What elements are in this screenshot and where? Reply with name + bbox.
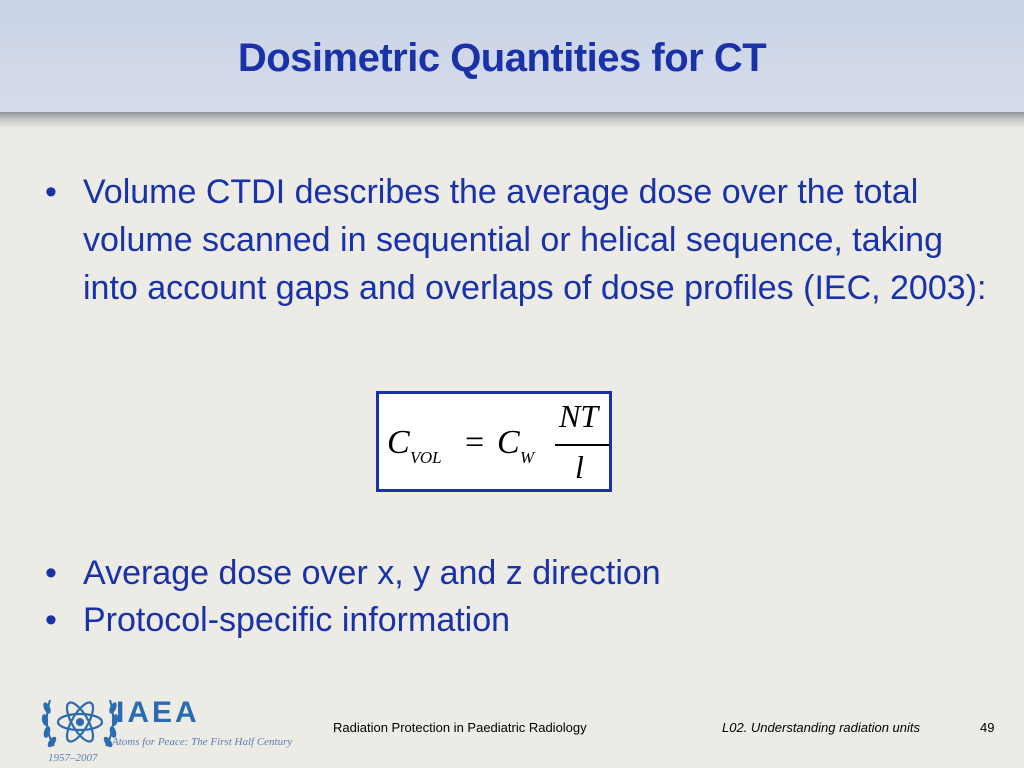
formula-rhs: C [497,424,520,461]
logo-wordmark: IAEA [116,696,200,729]
formula-equals: = [465,424,485,461]
bullet-marker: • [45,601,57,639]
fraction-bar [555,444,609,446]
footer-course-title: Radiation Protection in Paediatric Radiology [333,720,587,735]
formula-numerator: NT [559,398,599,434]
footer-lecture-title: L02. Understanding radiation units [722,720,921,735]
formula-box [376,391,612,492]
bullet-marker: • [45,554,57,592]
page-number: 49 [980,720,995,735]
atom-wreath-icon [40,686,120,756]
formula-rhs-subscript: W [520,448,535,467]
bullet-text: Protocol-specific information [83,601,511,639]
slide-title: Dosimetric Quantities for CT [237,36,767,80]
bullet-marker: • [45,173,57,211]
formula-denominator: l [575,449,584,485]
title-band-shadow [0,112,1024,128]
bullet-text: Volume CTDI describes the average dose over the total volume scanned in sequential or helical sequence, taking into account gaps and overlaps of dose profiles (IEC, 2003): [83,173,987,307]
iaea-logo [40,686,340,766]
bullet-item [45,168,995,368]
logo-years: 1957–2007 [48,752,98,764]
bullet-item [45,596,995,644]
bullet-item [45,549,995,597]
bullet-text: Average dose over x, y and z direction [83,554,661,592]
formula-lhs-subscript: VOL [410,448,442,467]
logo-tagline: Atoms for Peace: The First Half Century [112,736,293,748]
formula-lhs: C [387,424,410,461]
